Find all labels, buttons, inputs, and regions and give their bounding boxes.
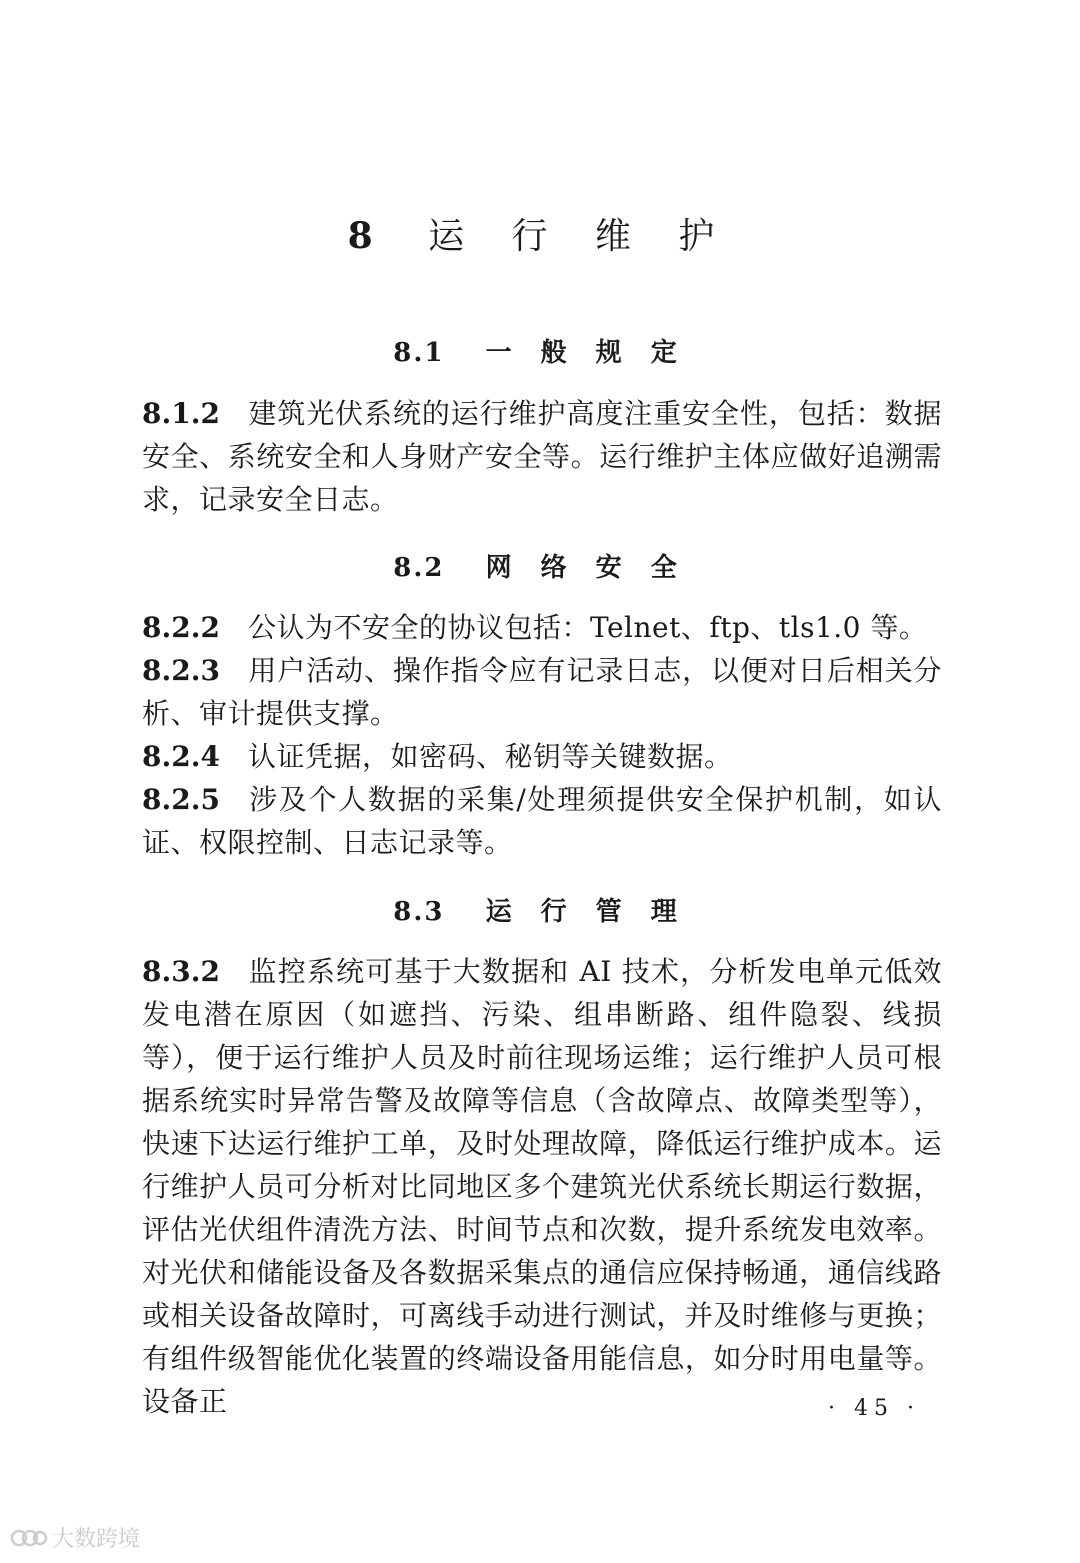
clause-text: 监控系统可基于大数据和 AI 技术，分析发电单元低效发电潜在原因（如遮挡、污染、组串断路、组件隐裂、线损等），便于运行维护人员及时前往现场运维；运行维护人员可根据系统实时异常告警及故障等信息（含故障点、故障类型等），快速下达运行维护工单，及时处理故障，降低运行维护成本。运行维护人员可分析对比同地区多个建筑光伏系统长期运行数据，评估光伏组件清洗方法、时间节点和次数，提升系统发电效率。对光伏和储能设备及各数据采集点的通信应保持畅通，通信线路或相关设备故障时，可离线手动进行测试，并及时维修与更换；有组件级智能优化装置的终端设备用能信息，如分时用电量等。设备正 [142,955,942,1418]
clause-text: 建筑光伏系统的运行维护高度注重安全性，包括：数据安全、系统安全和人身财产安全等。运行维护主体应做好追溯需求，记录安全日志。 [142,397,942,516]
clause-number: 8.2.2 [142,611,220,644]
section-body-8-1 [142,392,942,521]
section-title: 运 行 管 理 [485,897,687,927]
section-body-8-2 [142,606,942,864]
watermark-text: 大数跨境 [52,1527,141,1552]
clause-number: 8.2.3 [142,654,220,687]
section-heading-8-3 [0,891,1080,928]
clause-text: 涉及个人数据的采集/处理须提供安全保护机制，如认证、权限控制、日志记录等。 [142,783,942,859]
section-body-8-3 [142,950,942,1423]
clause-8-2-5 [142,778,942,864]
clause-number: 8.2.5 [142,783,220,816]
clause-text: 认证凭据，如密码、秘钥等关键数据。 [247,740,733,773]
section-title: 一 般 规 定 [485,338,687,368]
section-heading-8-1 [0,332,1080,369]
chapter-title [0,208,1080,259]
watermark [10,1522,140,1553]
clause-8-3-2 [142,950,942,1423]
section-number: 8.1 [393,338,445,368]
clause-text: 用户活动、操作指令应有记录日志，以便对日后相关分析、审计提供支撑。 [142,654,942,730]
chapter-title-text: 运 行 维 护 [428,216,733,257]
section-title: 网 络 安 全 [485,553,687,583]
section-number: 8.2 [393,553,445,583]
clause-number: 8.2.4 [142,740,220,773]
section-number: 8.3 [393,897,445,927]
clause-8-2-4 [142,735,942,778]
chapter-number: 8 [347,215,391,257]
clause-8-2-3 [142,649,942,735]
clause-text: 公认为不安全的协议包括：Telnet、ftp、tls1.0 等。 [247,611,928,644]
clause-number: 8.3.2 [142,955,220,988]
clause-number: 8.1.2 [142,397,220,430]
page-number: · 45 · [828,1396,920,1421]
brand-logo-icon [10,1525,48,1551]
clause-8-2-2 [142,606,942,649]
clause-8-1-2 [142,392,942,521]
section-heading-8-2 [0,547,1080,584]
